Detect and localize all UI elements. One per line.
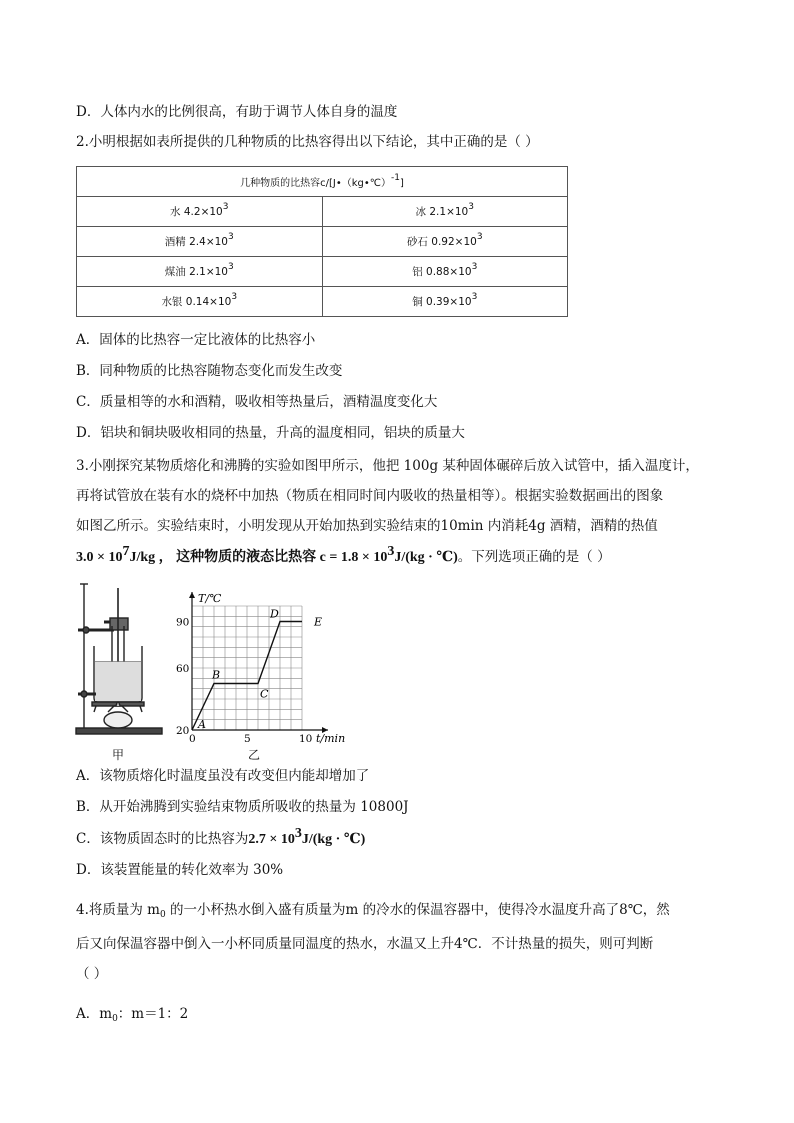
point-label: D	[270, 607, 279, 621]
q4-stem-part: 4.将质量为 m	[76, 902, 160, 918]
cell-text: 冰 2.1×10	[415, 206, 469, 218]
q4-stem-sub: 0	[159, 910, 166, 920]
table-title	[77, 167, 568, 197]
q4-option-a-sub: 0	[112, 1014, 118, 1024]
q4-option-a-part: A．m	[76, 1006, 113, 1022]
figure-label-yi: 乙	[248, 748, 261, 762]
q2-stem: 2.小明根据如表所提供的几种物质的比热容得出以下结论，其中正确的是（ ）	[76, 134, 539, 150]
table-cell	[77, 287, 323, 317]
point-label: B	[212, 668, 221, 682]
solid-specific-heat: 2.7 × 10	[248, 832, 295, 847]
table-title-unit: c/[J•（kg•℃）	[320, 178, 391, 189]
y-tick-label: 90	[176, 616, 190, 629]
point-label: E	[314, 615, 323, 629]
cell-text: 铝 0.88×10	[412, 266, 472, 278]
q3-stem-tail: 。下列选项正确的是（ ）	[457, 549, 611, 565]
fuel-heat-exp: 7	[122, 544, 130, 559]
cell-exp: 3	[231, 292, 238, 302]
liquid-specific-heat-exp: 3	[387, 544, 395, 559]
q3-option-c	[76, 826, 366, 850]
cell-exp: 3	[222, 202, 229, 212]
figure-label-jia: 甲	[112, 748, 125, 762]
solid-specific-heat-exp: 3	[294, 826, 302, 841]
table-title-close: ]	[399, 178, 404, 189]
cell-text: 砂石 0.92×10	[406, 236, 477, 248]
q3-stem-line-2: 再将试管放在装有水的烧杯中加热（物质在相同时间内吸收的热量相等）。根据实验数据画出的图象	[76, 488, 664, 504]
cell-exp: 3	[468, 202, 474, 212]
q3-option-a: A．该物质熔化时温度虽没有改变但内能却增加了	[76, 768, 370, 784]
q2-option-d: D．铝块和铜块吸收相同的热量，升高的温度相同，铝块的质量大	[76, 425, 465, 441]
q4-stem-line-3: （ ）	[76, 966, 108, 982]
q4-stem-part: 的一小杯热水倒入盛有质量为m 的冷水的保温容器中，使得冷水温度升高了8℃，然	[165, 902, 670, 918]
q3-option-d: D．该装置能量的转化效率为 30%	[76, 862, 284, 878]
x-tick-label: 0	[189, 733, 196, 745]
cell-text: 水银 0.14×10	[161, 296, 232, 308]
cell-exp: 3	[476, 232, 483, 242]
cell-exp: 3	[227, 232, 234, 242]
q1-option-d: D．人体内水的比例很高，有助于调节人体自身的温度	[76, 104, 398, 120]
cell-exp: 3	[471, 262, 478, 272]
y-axis-label: T/℃	[198, 592, 222, 605]
table-cell	[77, 227, 323, 257]
x-axis-label: t/min	[316, 732, 346, 745]
q4-stem-line-2: 后又向保温容器中倒入一小杯同质量同温度的热水，水温又上升4℃．不计热量的损失，则可判断	[76, 936, 654, 952]
q2-option-c: C．质量相等的水和酒精，吸收相等热量后，酒精温度变化大	[76, 394, 438, 410]
q3-stem-line-4	[76, 544, 611, 568]
q4-option-a	[76, 1004, 188, 1024]
specific-heat-table	[76, 166, 568, 317]
cell-exp: 3	[471, 292, 478, 302]
y-axis-arrow	[189, 592, 195, 598]
table-cell	[322, 227, 568, 257]
table-cell	[322, 197, 568, 227]
cell-text: 煤油 2.1×10	[164, 266, 228, 278]
y-tick-label: 60	[176, 663, 190, 675]
cell-text: 水 4.2×10	[170, 206, 223, 218]
cell-text: 铜 0.39×10	[412, 296, 472, 308]
x-tick-label: 5	[244, 733, 251, 745]
table-cell	[322, 287, 568, 317]
cell-exp: 3	[227, 262, 234, 272]
q3-option-c-text: C．该物质固态时的比热容为	[76, 831, 249, 847]
q3-stem-line-3: 如图乙所示。实验结束时，小明发现从开始加热到实验结束的10min 内消耗4g 酒精，酒精的热值	[76, 518, 658, 534]
q3-option-b: B．从开始沸腾到实验结束物质所吸收的热量为 10800J	[76, 799, 409, 815]
q4-stem-line-1	[76, 900, 670, 920]
table-title-text: 几种物质的比热容	[240, 178, 321, 189]
q2-option-a: A．固体的比热容一定比液体的比热容小	[76, 332, 316, 348]
cell-text: 酒精 2.4×10	[164, 236, 228, 248]
y-tick-label: 20	[176, 725, 190, 737]
fuel-heat-unit: J/kg ， 这种物质的液态比热容	[129, 550, 320, 565]
table-title-exp: -1	[391, 173, 400, 183]
apparatus-figure	[74, 582, 174, 744]
point-label: C	[260, 687, 269, 701]
table-cell	[77, 197, 323, 227]
solid-specific-heat-unit: J/(kg · ℃)	[301, 832, 366, 847]
temperature-time-chart	[172, 584, 348, 750]
x-tick-label: 10	[299, 733, 313, 745]
q4-option-a-part: ：m＝1：2	[117, 1006, 189, 1022]
table-cell	[322, 257, 568, 287]
q2-option-b: B．同种物质的比热容随物态变化而发生改变	[76, 363, 343, 379]
point-label: A	[198, 718, 206, 731]
liquid-specific-heat: c = 1.8 × 10	[319, 550, 388, 565]
fuel-heat-value: 3.0 × 10	[76, 550, 123, 565]
liquid-specific-heat-unit: J/(kg · ℃)	[394, 550, 458, 565]
table-cell	[77, 257, 323, 287]
q3-stem-line-1: 3.小刚探究某物质熔化和沸腾的实验如图甲所示，他把 100g 某种固体碾碎后放入试管中，插入温度计，	[76, 458, 699, 474]
